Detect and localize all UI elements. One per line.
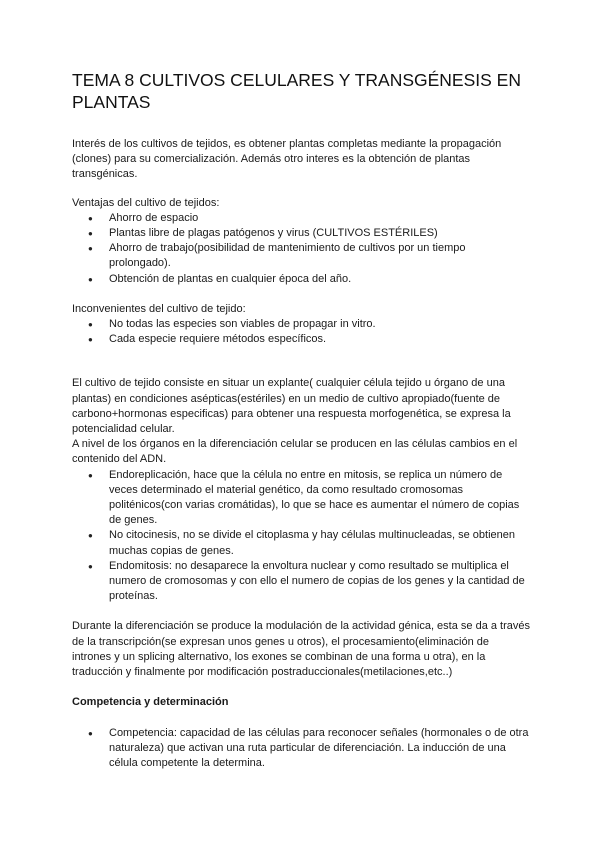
list-item: ● Endomitosis: no desaparece la envoltura nuclear y como resultado se multiplica el numero de cromosomas y con ello el numero de copias de los genes y la cantidad de proteínas. — [72, 559, 530, 605]
list-item: ● No todas las especies son viables de propagar in vitro. — [72, 317, 530, 332]
competencia-list — [72, 726, 530, 772]
intro-paragraph: Interés de los cultivos de tejidos, es obtener plantas completas mediante la propagación (clones) para su comercialización. Además otro interes es la obtención de plantas transgénicas. — [72, 138, 502, 181]
list-item: ● Plantas libre de plagas patógenos y virus (CULTIVOS ESTÉRILES) — [72, 226, 530, 241]
ventajas-heading: Ventajas del cultivo de tejidos: — [72, 196, 220, 209]
diferenciacion-list — [72, 468, 530, 605]
list-item: ● Competencia: capacidad de las células para reconocer señales (hormonales o de otra naturaleza) que activan una ruta particular de diferenciación. La inducción de una célula competente la determina. — [72, 726, 530, 772]
list-item: ● Ahorro de trabajo(posibilidad de mantenimiento de cultivos por un tiempo prolongado). — [72, 241, 530, 271]
inconvenientes-list — [72, 317, 530, 347]
list-item: ● Endoreplicación, hace que la célula no entre en mitosis, se replica un número de veces determinado el material genético, da como resultado cromosomas politénicos(con varias cromátidas), lo que se hace es aumentar el número de copias de genes. — [72, 468, 530, 529]
competencia-heading: Competencia y determinación — [72, 696, 229, 709]
list-item: ● Ahorro de espacio — [72, 211, 530, 226]
diferenciacion-intro: A nivel de los órganos en la diferenciación celular se producen en las células cambios en el contenido del ADN. — [72, 438, 518, 466]
modulacion-paragraph: Durante la diferenciación se produce la modulación de la actividad génica, esta se da a través de la transcripción(se expresan unos genes u otros), el procesamiento(eliminación de intrones y un splicing alternativo, los exones se combinan de una forma u otra), en la traducción y finalmente por modificación postraduccionales(metilaciones,etc..) — [72, 620, 530, 679]
page-title: TEMA 8 CULTIVOS CELULARES Y TRANSGÉNESIS EN PLANTAS — [72, 70, 521, 112]
list-item: ● Cada especie requiere métodos específicos. — [72, 332, 530, 347]
definicion-paragraph: El cultivo de tejido consiste en situar un explante( cualquier célula tejido u órgano de una plantas) en condiciones asépticas(estériles) en un medio de cultivo apropiado(fuente de carbono+hormonas especificas) para obtener una respuesta morfogenética, se expresa la potencialidad celular. — [72, 377, 511, 436]
ventajas-list — [72, 211, 530, 287]
inconvenientes-heading: Inconvenientes del cultivo de tejido: — [72, 302, 246, 315]
list-item: ● Obtención de plantas en cualquier época del año. — [72, 272, 530, 287]
list-item: ● No citocinesis, no se divide el citoplasma y hay células multinucleadas, se obtienen muchas copias de genes. — [72, 528, 530, 558]
document-content — [72, 69, 530, 771]
